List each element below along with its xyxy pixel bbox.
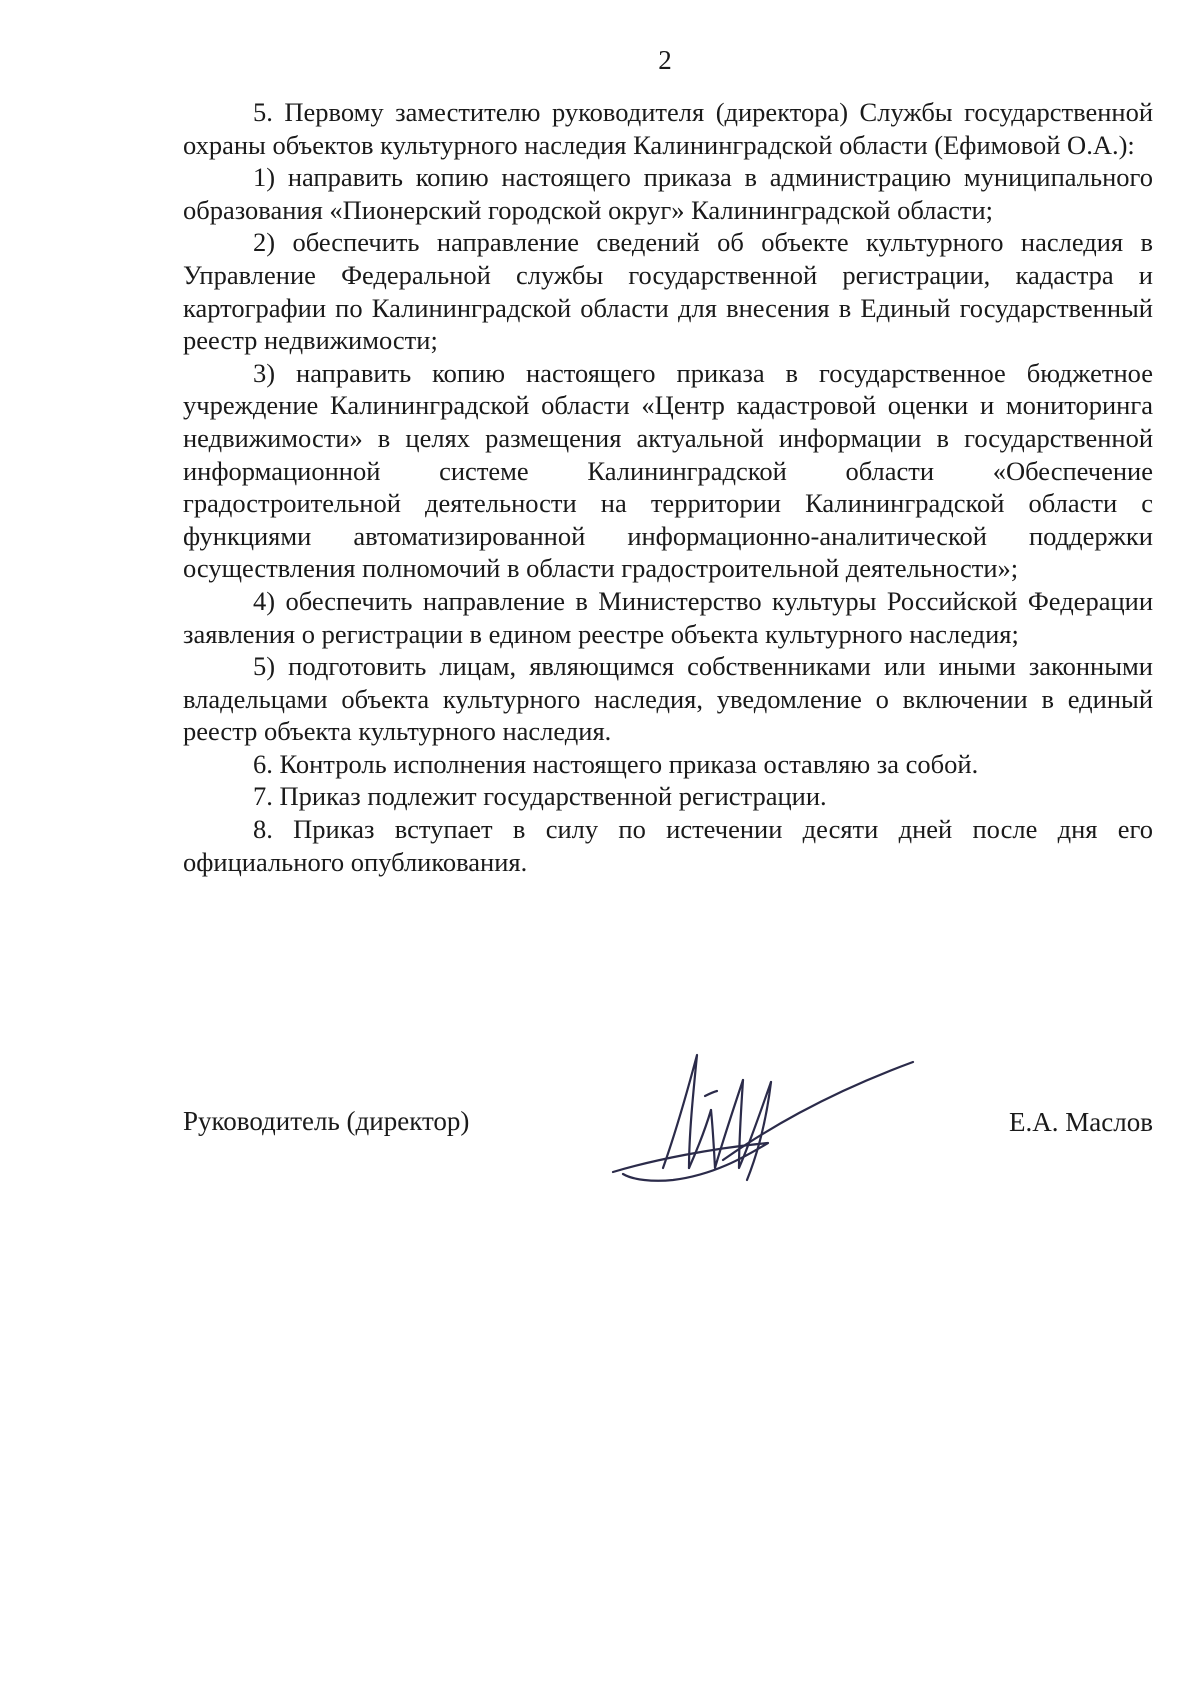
paragraph-subitem-5: 5) подготовить лицам, являющимся собственниками или иными законными владельцами объекта культурного наследия, уведомление о включении в единый реестр объекта культурного наследия. xyxy=(183,651,1153,747)
paragraph-subitem-3: 3) направить копию настоящего приказа в государственное бюджетное учреждение Калининградской области «Центр кадастровой оценки и мониторинга недвижимости» в целях размещения актуальной информации в государственной информационной системе Калининградской области «Обеспечение градостроительной деятельности на территории Калининградской области с функциями автоматизированной информационно-аналитической поддержки осуществления полномочий в области градостроительной деятельности»; xyxy=(183,357,1153,584)
signatory-name: Е.А. Маслов xyxy=(1009,1107,1153,1137)
document-body xyxy=(183,96,1153,878)
signatory-title: Руководитель (директор) xyxy=(183,1106,470,1136)
paragraph-subitem-1: 1) направить копию настоящего приказа в администрацию муниципального образования «Пионерский городской округ» Калининградской области; xyxy=(183,162,1153,225)
page-number: 2 xyxy=(658,45,672,75)
handwritten-signature xyxy=(593,1040,1013,1190)
paragraph-item-8: 8. Приказ вступает в силу по истечении десяти дней после дня его официального опубликования. xyxy=(183,814,1153,877)
paragraph-item-5: 5. Первому заместителю руководителя (директора) Службы государственной охраны объектов культурного наследия Калининградской области (Ефимовой О.А.): xyxy=(183,97,1153,160)
paragraph-item-6: 6. Контроль исполнения настоящего приказа оставляю за собой. xyxy=(253,748,979,779)
paragraph-subitem-4: 4) обеспечить направление в Министерство культуры Российской Федерации заявления о регистрации в едином реестре объекта культурного наследия; xyxy=(183,585,1153,649)
paragraph-item-7: 7. Приказ подлежит государственной регистрации. xyxy=(253,781,827,812)
paragraph-subitem-2: 2) обеспечить направление сведений об объекте культурного наследия в Управление Федеральной службы государственной регистрации, кадастра и картографии по Калининградской области для внесения в Единый государственный реестр недвижимости; xyxy=(183,227,1153,356)
signature-block xyxy=(183,1040,1153,1180)
